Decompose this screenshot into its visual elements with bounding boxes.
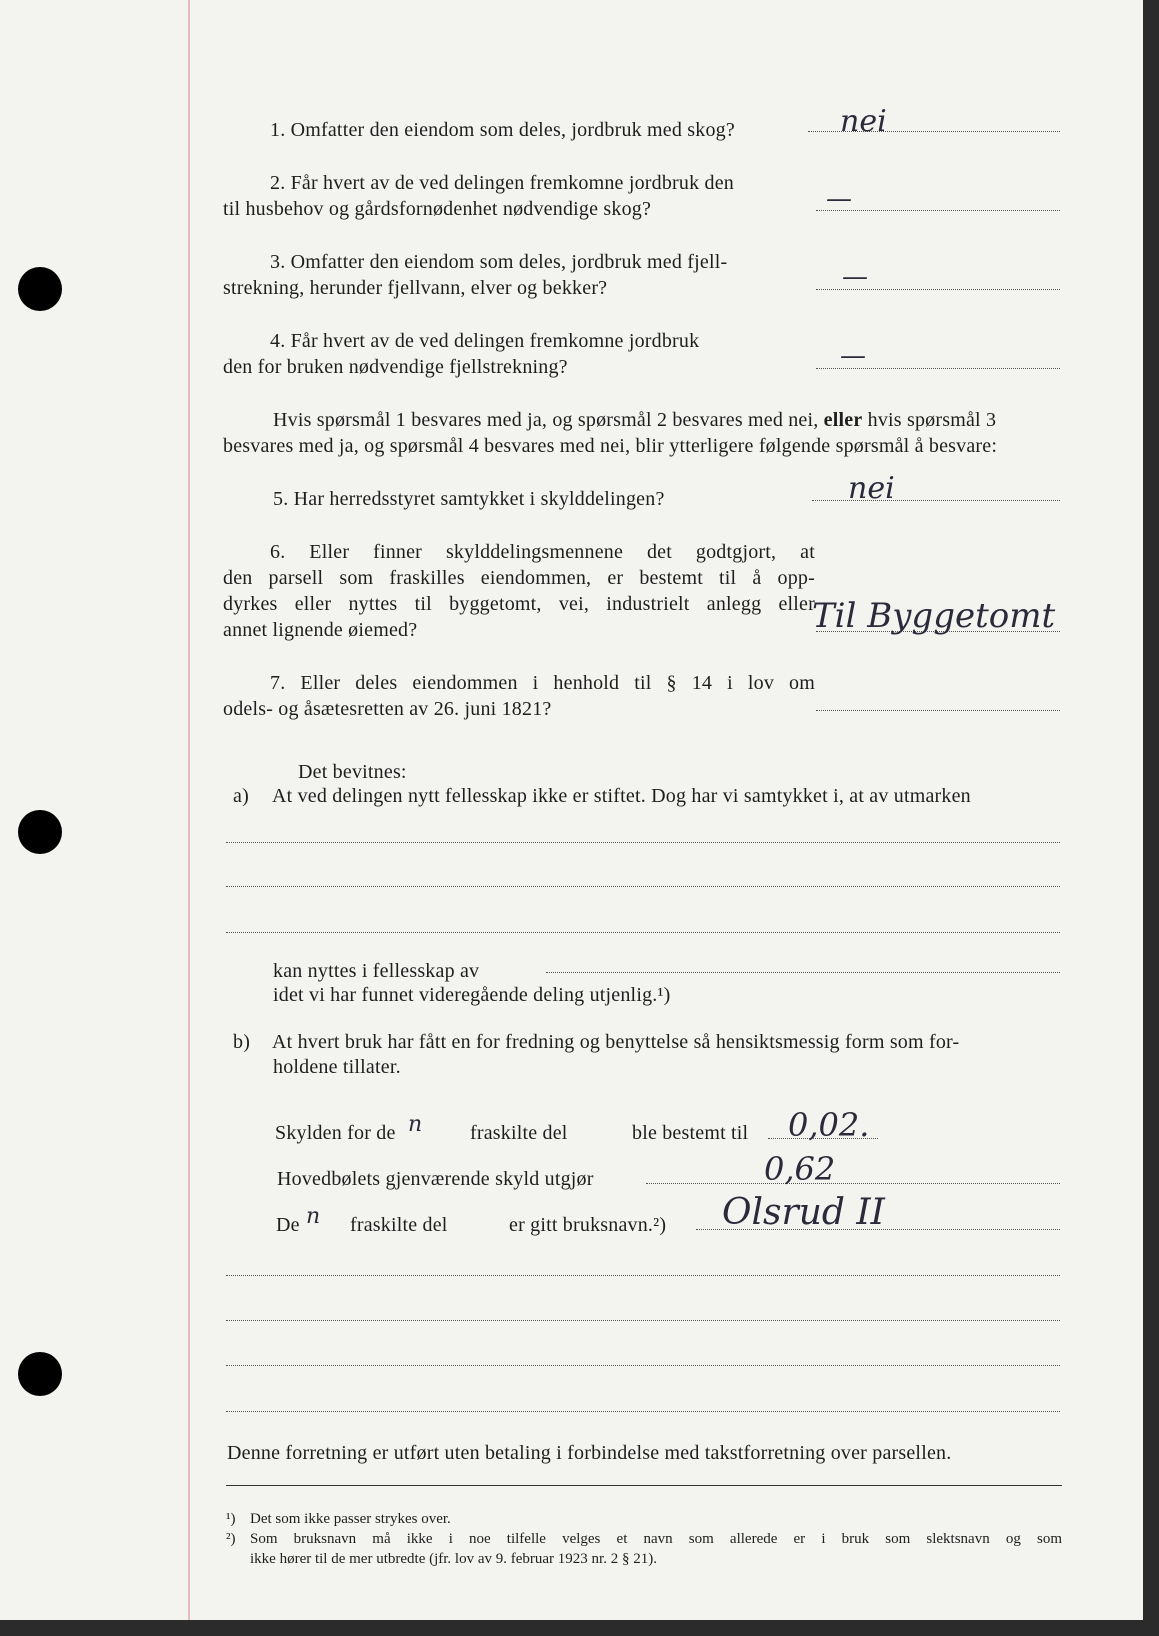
- blank-line-d: [226, 1411, 1060, 1412]
- condition-line1: [273, 407, 996, 433]
- condition-line1-a: Hvis spørsmål 1 besvares med ja, og spørsmål 2 besvares med nei,: [273, 409, 819, 431]
- condition-line1-bold: eller: [823, 409, 863, 431]
- blank-line-c: [226, 1365, 1060, 1366]
- certify-a-text: At ved delingen nytt fellesskap ikke er stiftet. Dog har vi samtykket i, at av utmarken: [272, 785, 971, 807]
- question-1: 1. Omfatter den eiendom som deles, jordbruk med skog?: [270, 119, 735, 141]
- question-6-line4: annet lignende øiemed?: [223, 619, 418, 641]
- question-4-line1: 4. Får hvert av de ved delingen fremkomne jordbruk: [270, 330, 700, 352]
- answer-5: nei: [848, 471, 895, 506]
- certify-heading: Det bevitnes:: [298, 761, 407, 783]
- skyld-label-a: Skylden for de: [275, 1122, 396, 1144]
- answer-3: —: [842, 262, 868, 292]
- certify-common-line: [546, 972, 1060, 973]
- footnote-1-mark: ¹): [226, 1511, 236, 1527]
- blank-line-b: [226, 1320, 1060, 1321]
- question-7-line1: 7. Eller deles eiendommen i henhold til § 14 i lov om: [270, 672, 815, 694]
- certify-b-label: b): [233, 1031, 251, 1053]
- answer-1: nei: [840, 104, 887, 139]
- footnote-rule: [226, 1485, 1062, 1486]
- question-7-line2: odels- og åsætesretten av 26. juni 1821?: [223, 698, 552, 720]
- certify-a-common: kan nyttes i fellesskap av: [273, 960, 480, 982]
- certify-blank-line-1: [226, 842, 1060, 843]
- hoved-label: Hovedbølets gjenværende skyld utgjør: [277, 1168, 594, 1190]
- name-label-a: De: [276, 1214, 300, 1236]
- answer-line-7: [816, 710, 1060, 711]
- name-value: Olsrud II: [722, 1192, 885, 1233]
- closing-statement: Denne forretning er utført uten betaling i forbindelse med takstforretning over parsellen.: [227, 1442, 952, 1464]
- certify-blank-line-3: [226, 932, 1060, 933]
- punch-hole-middle: [18, 810, 62, 854]
- hoved-value-line: [646, 1183, 1060, 1184]
- answer-line-2: [816, 210, 1060, 211]
- question-5: 5. Har herredsstyret samtykket i skylddelingen?: [273, 488, 665, 510]
- footnote-1: Det som ikke passer strykes over.: [250, 1511, 451, 1527]
- question-6-line3: dyrkes eller nyttes til byggetomt, vei, industrielt anlegg eller: [223, 593, 815, 615]
- skyld-value: 0,02.: [788, 1106, 870, 1144]
- name-handwritten-n: n: [306, 1204, 321, 1229]
- footnote-2-line1: Som bruksnavn må ikke i noe tilfelle velges et navn som allerede er i bruk som slektsnavn og som: [250, 1531, 1062, 1547]
- answer-4: —: [840, 341, 866, 371]
- blank-line-a: [226, 1275, 1060, 1276]
- skyld-handwritten-n: n: [408, 1112, 423, 1137]
- question-3-line1: 3. Omfatter den eiendom som deles, jordbruk med fjell-: [270, 251, 728, 273]
- answer-2: —: [826, 184, 852, 214]
- certify-blank-line-2: [226, 886, 1060, 887]
- condition-line1-b: hvis spørsmål 3: [867, 409, 997, 431]
- certify-b-line2: holdene tillater.: [273, 1056, 401, 1078]
- condition-line2: besvares med ja, og spørsmål 4 besvares med nei, blir ytterligere følgende spørsmål å besvare:: [223, 435, 998, 457]
- question-6-line1: 6. Eller finner skylddelingsmennene det godtgjort, at: [270, 541, 815, 563]
- question-4-line2: den for bruken nødvendige fjellstrekning?: [223, 356, 568, 378]
- skyld-label-b: fraskilte del: [470, 1122, 568, 1144]
- answer-6: Til Byggetomt: [812, 596, 1056, 636]
- certify-a-label: a): [233, 785, 249, 807]
- certify-a-reason: idet vi har funnet videregående deling utjenlig.¹): [273, 984, 671, 1006]
- question-2-line1: 2. Får hvert av de ved delingen fremkomne jordbruk den: [270, 172, 734, 194]
- hoved-value: 0,62: [764, 1150, 836, 1188]
- certify-b-line1: At hvert bruk har fått en for fredning og benyttelse så hensiktsmessig form som for-: [272, 1031, 960, 1053]
- footnote-2-line2: ikke hører til de mer utbredte (jfr. lov av 9. februar 1923 nr. 2 § 21).: [250, 1551, 657, 1567]
- question-3-line2: strekning, herunder fjellvann, elver og bekker?: [223, 277, 608, 299]
- name-label-c: er gitt bruksnavn.²): [509, 1214, 667, 1236]
- question-2-line2: til husbehov og gårdsfornødenhet nødvendige skog?: [223, 198, 652, 220]
- footnote-2-mark: ²): [226, 1531, 236, 1547]
- margin-line: [188, 0, 190, 1620]
- name-label-b: fraskilte del: [350, 1214, 448, 1236]
- punch-hole-top: [18, 267, 62, 311]
- skyld-label-c: ble bestemt til: [632, 1122, 749, 1144]
- punch-hole-bottom: [18, 1352, 62, 1396]
- question-6-line2: den parsell som fraskilles eiendommen, er bestemt til å opp-: [223, 567, 815, 589]
